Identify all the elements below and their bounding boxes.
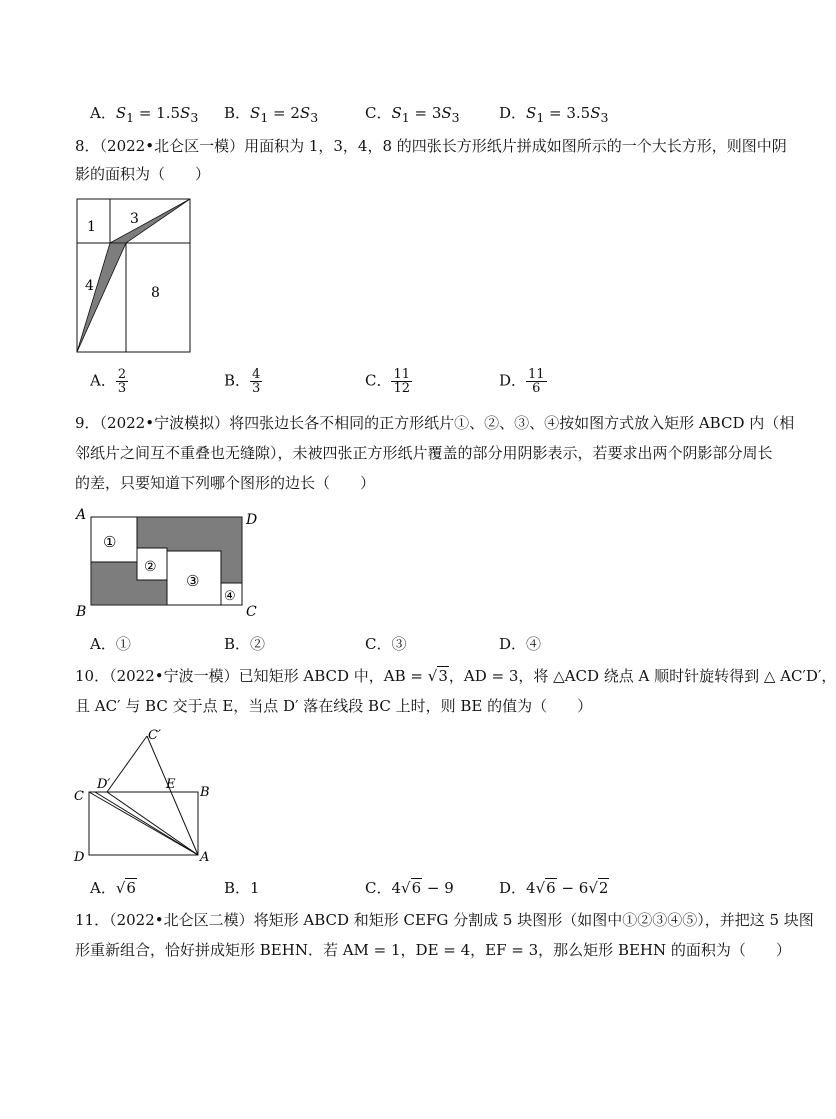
q10-stem-line1: 10．（2022•宁波一模）已知矩形 ABCD 中，AB = √3，AD = 3，将 △ACD 绕点 A 顺时针旋转得到 △ AC′D′，: [75, 667, 836, 685]
q9-label-d: D: [246, 512, 258, 528]
q11-stem-line1: 11．（2022•北仑区二模）将矩形 ABCD 和矩形 CEFG 分割成 5 块图形（如图中①②③④⑤），并把这 5 块图: [75, 911, 814, 929]
q9-label-c: C: [246, 604, 257, 620]
q9-option-c[interactable]: C．③: [365, 635, 407, 653]
q10-label-e: E: [166, 777, 176, 792]
q9-option-b[interactable]: B．②: [224, 635, 266, 653]
q8-stem-line1: 8．（2022•北仑区一模）用面积为 1，3，4，8 的四张长方形纸片拼成如图所示的一个大长方形，则图中阴: [75, 137, 787, 155]
q10-option-a[interactable]: A．√6: [90, 879, 136, 897]
q9-label-a: A: [76, 507, 87, 523]
q8-option-a[interactable]: A． $\frac{2}{3}$: [90, 367, 127, 396]
q10-option-c[interactable]: C．4√6 − 9: [365, 879, 454, 897]
q7-option-a[interactable]: A．$S_1 = 1.5S_3$: [90, 104, 199, 125]
q8-label-8: 8: [151, 285, 160, 301]
q10-label-d2: D′: [97, 777, 111, 792]
q10-label-a: A: [200, 850, 210, 865]
q9-label-s4: ④: [224, 589, 236, 604]
q8-shade-upper: [110, 199, 190, 243]
q9-stem-line2: 邻纸片之间互不重叠也无缝隙），未被四张正方形纸片覆盖的部分用阴影表示，若要求出两个阴影部分周长: [75, 444, 773, 462]
q7-option-c[interactable]: C．$S_1 = 3S_3$: [365, 104, 460, 125]
q10-label-c: C: [74, 789, 84, 804]
q9-stem-line1: 9．（2022•宁波模拟）将四张边长各不相同的正方形纸片①、②、③、④按如图方式放入矩形 ABCD 内（相: [75, 414, 795, 432]
q10-label-b: B: [200, 785, 210, 800]
q10-label-c2: C′: [148, 728, 161, 743]
q8-option-c[interactable]: C． $\frac{11}{12}$: [365, 367, 411, 396]
q9-label-b: B: [76, 604, 87, 620]
q9-label-s1: ①: [103, 533, 117, 551]
q9-option-d[interactable]: D．④: [499, 635, 542, 653]
q10-option-d[interactable]: D．4√6 − 6√2: [499, 879, 609, 897]
q8-label-3: 3: [130, 211, 139, 227]
q10-label-d: D: [74, 850, 85, 865]
q9-stem-line3: 的差，只要知道下列哪个图形的边长（ ）: [75, 474, 376, 492]
q8-label-4: 4: [85, 278, 94, 294]
q9-label-s3: ③: [186, 572, 200, 590]
q10-option-b[interactable]: B．1: [224, 879, 260, 897]
q8-shade-lower: [77, 243, 126, 352]
q9-label-s2: ②: [144, 559, 157, 575]
q11-stem-line2: 形重新组合，恰好拼成矩形 BEHN．若 AM = 1，DE = 4，EF = 3，那么矩形 BEHN 的面积为（ ）: [75, 941, 791, 959]
q8-figure: [70, 193, 200, 355]
q8-stem-line2: 影的面积为（ ）: [75, 165, 211, 183]
q9-figure: [70, 504, 270, 624]
q8-option-d[interactable]: D． $\frac{11}{6}$: [499, 367, 545, 396]
q10-figure: [70, 724, 220, 869]
q7-option-b[interactable]: B．$S_1 = 2S_3$: [224, 104, 319, 125]
q9-option-a[interactable]: A．①: [90, 635, 131, 653]
q10-stem-line2: 且 AC′ 与 BC 交于点 E，当点 D′ 落在线段 BC 上时，则 BE 的值为（ ）: [75, 697, 593, 715]
q7-option-d[interactable]: D．$S_1 = 3.5S_3$: [499, 104, 609, 125]
q8-option-b[interactable]: B． $\frac{4}{3}$: [224, 367, 261, 396]
q8-label-1: 1: [87, 219, 96, 235]
